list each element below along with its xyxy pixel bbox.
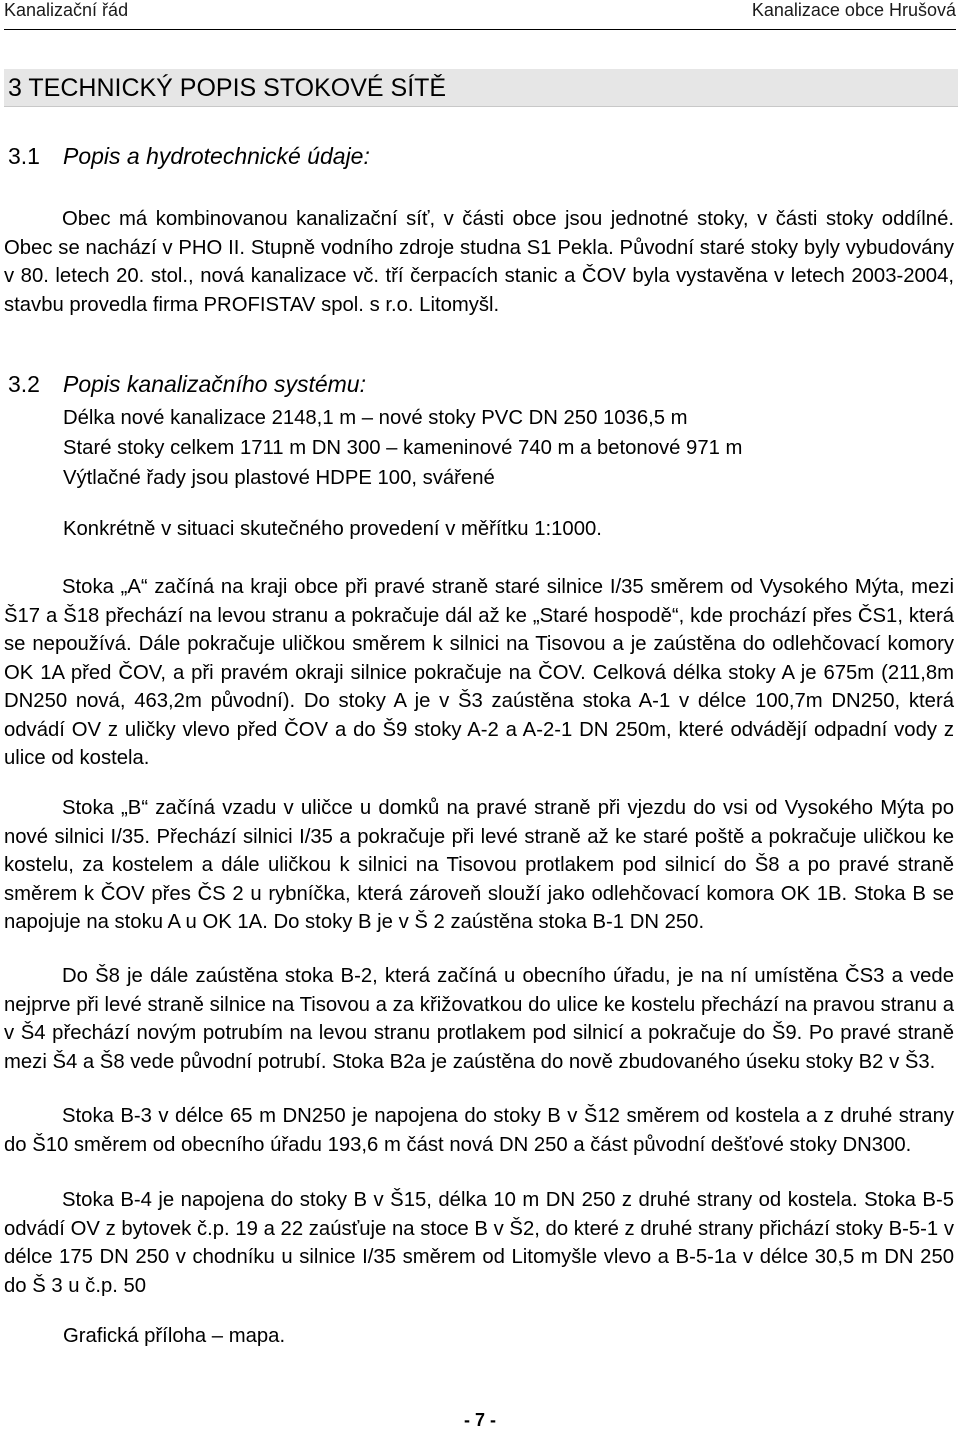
section-number: 3.1 xyxy=(8,143,40,169)
section-number: 3.2 xyxy=(8,371,40,397)
header-divider xyxy=(4,29,956,30)
scale-note: Konkrétně v situaci skutečného provedení v měřítku 1:1000. xyxy=(63,518,602,540)
sewer-spec-list xyxy=(63,403,943,493)
paragraph-stoka-b: Stoka „B“ začíná vzadu v uličce u domků na pravé straně při vjezdu do vsi od Vysokého Mýta po nové silnici I/35. Přechází silnici I/35 a pokračuje při levé straně až ke staré poště a pokračuje uličkou ke kostelu, za kostelem a dále uličkou k silnici na Tisovou protlakem pod silnicí do Š8 a po pravé straně směrem k ČOV přes ČS 2 u rybníčka, která zároveň slouží jako odlehčovací komora OK 1B. Stoka B se napojuje na stoku A u OK 1A. Do stoky B je v Š 2 zaústěna stoka B-1 DN 250. xyxy=(4,797,954,933)
paragraph-stoka-b-4: Stoka B-4 je napojena do stoky B v Š15, délka 10 m DN 250 z druhé strany od kostela. Stoka B-5 odvádí OV z bytovek č.p. 19 a 22 zaúsťuje na stoce B v Š2, do které z druhé strany přichází stoky B-5-1 v délce 175 DN 250 v chodníku u silnice I/35 směrem od Litomyšle vlevo a B-5-1a v délce 30,5 m DN 250 do Š 3 u č.p. 50 xyxy=(4,1189,954,1297)
chapter-heading: 3 TECHNICKÝ POPIS STOKOVÉ SÍTĚ xyxy=(4,69,958,107)
attachment-note: Grafická příloha – mapa. xyxy=(63,1325,286,1347)
section-3-1-paragraph: Obec má kombinovanou kanalizační síť, v části obce jsou jednotné stoky, v části stoky oddílné. Obec se nachází v PHO II. Stupně vodního zdroje studna S1 Pekla. Původní staré stoky byly vybudovány v 80. letech 20. stol., nová kanalizace vč. tří čerpacích stanic a ČOV byla vystavěna v letech 2003-2004, stavbu provedla firma PROFISTAV spol. s r.o. Litomyšl. xyxy=(4,208,954,316)
section-title: Popis a hydrotechnické údaje: xyxy=(63,143,370,169)
page-number: - 7 - xyxy=(463,1410,496,1430)
spec-line: Staré stoky celkem 1711 m DN 300 – kameninové 740 m a betonové 971 m xyxy=(63,437,743,459)
header-project-title: Kanalizace obce Hrušová xyxy=(751,0,956,20)
paragraph-stoka-b-2: Do Š8 je dále zaústěna stoka B-2, která začíná u obecního úřadu, je na ní umístěna ČS3 a vede nejprve při levé straně silnice na Tisovou a za křižovatkou do ulice ke kostelu přechází na pravou stranu a v Š4 přechází novým potrubím na levou stranu protlakem pod silnicí a pokračuje do Š9. Po pravé straně mezi Š4 a Š8 vede původní potrubí. Stoka B2a je zaústěna do nově zbudovaného úseku stoky B2 v Š3. xyxy=(4,965,954,1073)
section-title: Popis kanalizačního systému: xyxy=(63,371,366,397)
header-document-title: Kanalizační řád xyxy=(4,0,129,20)
spec-line: Výtlačné řady jsou plastové HDPE 100, svářené xyxy=(63,467,495,489)
section-heading-3-1 xyxy=(8,143,370,170)
paragraph-stoka-b-3: Stoka B-3 v délce 65 m DN250 je napojena do stoky B v Š12 směrem od kostela a z druhé strany do Š10 směrem od obecního úřadu 193,6 m část nová DN 250 a část původní dešťové stoky DN300. xyxy=(4,1105,954,1156)
running-header xyxy=(4,0,956,24)
section-heading-3-2 xyxy=(8,371,366,398)
spec-line: Délka nové kanalizace 2148,1 m – nové stoky PVC DN 250 1036,5 m xyxy=(63,407,688,429)
paragraph-stoka-a: Stoka „A“ začíná na kraji obce při pravé straně staré silnice I/35 směrem od Vysokého Mýta, mezi Š17 a Š18 přechází na levou stranu a pokračuje dál až ke „Staré hospodě“, kde prochází přes ČS1, která se nepoužívá. Dále pokračuje uličkou směrem k silnici na Tisovou a je zaústěna do odlehčovací komory OK 1A před ČOV, a při pravém okraji silnice pokračuje na ČOV. Celková délka stoky A je 675m (211,8m DN250 nová, 463,2m původní). Do stoky A je v Š3 zaústěna stoka A-1 v délce 100,7m DN250, která odvádí OV z uličky vlevo před ČOV a do Š9 stoky A-2 a A-2-1 DN 250m, které odvádějí odpadní vody z ulice od kostela. xyxy=(4,576,954,769)
